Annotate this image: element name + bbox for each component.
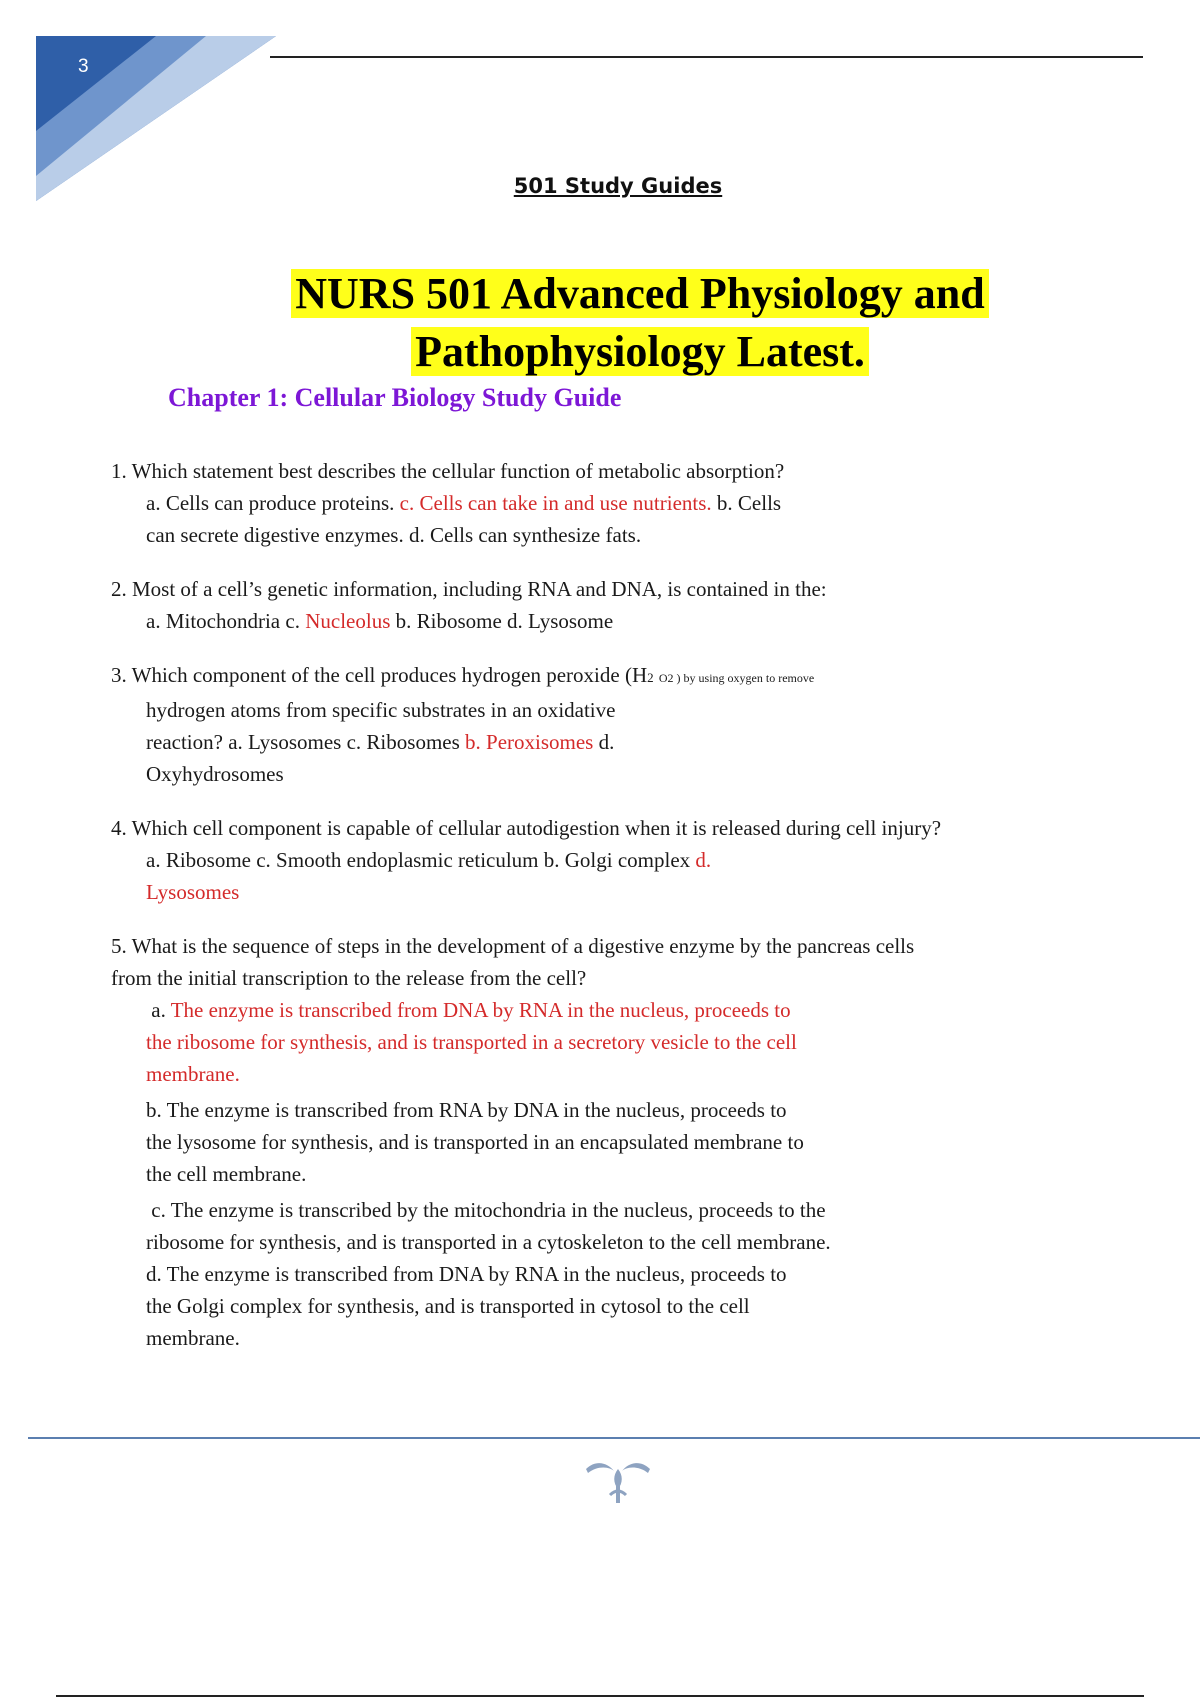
q5-option-d-line1: d. The enzyme is transcribed from DNA by RNA in the nucleus, proceeds to: [146, 1262, 787, 1286]
q3-answer-b: b. Peroxisomes: [465, 730, 594, 754]
q2-option-d: d. Lysosome: [507, 609, 614, 633]
q4-options-a-c-b: a. Ribosome c. Smooth endoplasmic reticulum b. Golgi complex: [146, 848, 691, 872]
question-1-options: [111, 487, 1071, 551]
q5-option-b-line2: the lysosome for synthesis, and is transported in an encapsulated membrane to: [146, 1130, 804, 1154]
question-5: [111, 930, 1071, 1354]
q5-option-d-line2: the Golgi complex for synthesis, and is transported in cytosol to the cell: [146, 1294, 750, 1318]
q2-option-c-prefix: c.: [285, 609, 300, 633]
question-3-options: [111, 694, 1071, 790]
question-4-stem: 4. Which cell component is capable of cellular autodigestion when it is released during cell injury?: [111, 816, 942, 840]
question-5-stem-line1: 5. What is the sequence of steps in the development of a digestive enzyme by the pancreas cells: [111, 934, 915, 958]
main-title: [190, 265, 1090, 381]
page-bottom-rule: [56, 1695, 1144, 1697]
q3-subscript: 2: [647, 670, 654, 685]
question-1: [111, 455, 1071, 551]
header-rule: [270, 56, 1143, 58]
q5-answer-a-line2: the ribosome for synthesis, and is transported in a secretory vesicle to the cell: [146, 1030, 797, 1054]
page-number: 3: [78, 56, 89, 77]
q5-option-d-line3: membrane.: [146, 1326, 240, 1350]
q4-answer-d-prefix: d.: [695, 848, 712, 872]
q5-answer-a-line3: membrane.: [146, 1062, 240, 1086]
question-3: [111, 659, 1071, 790]
q3-stem-line2: hydrogen atoms from specific substrates in an oxidative: [146, 698, 616, 722]
question-1-stem: 1. Which statement best describes the cellular function of metabolic absorption?: [111, 459, 785, 483]
question-4-options: [111, 844, 1071, 908]
main-title-line2: Pathophysiology Latest.: [411, 327, 869, 376]
q5-option-c-line1: c. The enzyme is transcribed by the mitochondria in the nucleus, proceeds to the: [151, 1198, 826, 1222]
q5-option-c: [111, 1194, 1071, 1354]
q2-option-b: b. Ribosome: [395, 609, 502, 633]
q1-option-b-end: can secrete digestive enzymes.: [146, 523, 404, 547]
main-title-line1: NURS 501 Advanced Physiology and: [291, 269, 988, 318]
q3-options-a-c: reaction? a. Lysosomes c. Ribosomes: [146, 730, 460, 754]
header-title: 501 Study Guides: [513, 174, 723, 198]
q5-option-a-prefix: a.: [151, 998, 166, 1022]
q2-answer-c: Nucleolus: [305, 609, 391, 633]
q5-option-b-line1: b. The enzyme is transcribed from RNA by DNA in the nucleus, proceeds to: [146, 1098, 787, 1122]
q5-option-b: [111, 1094, 1071, 1190]
q4-answer-d: Lysosomes: [146, 880, 240, 904]
q1-option-b-start: b. Cells: [716, 491, 782, 515]
q5-answer-a: [111, 994, 1071, 1090]
q3-stem-text: 3. Which component of the cell produces hydrogen peroxide (H: [111, 663, 648, 687]
chapter-title: Chapter 1: Cellular Biology Study Guide: [168, 383, 622, 412]
footer-flourish-icon: [580, 1455, 656, 1505]
question-2: [111, 573, 1071, 637]
q3-stem-small: O2 ) by using oxygen to remove: [658, 671, 815, 685]
q1-answer-c: c. Cells can take in and use nutrients.: [399, 491, 712, 515]
q2-option-a: a. Mitochondria: [146, 609, 281, 633]
footer-rule: [28, 1437, 1200, 1439]
question-3-stem: [111, 659, 1071, 694]
q5-option-c-line2: ribosome for synthesis, and is transported in a cytoskeleton to the cell membrane.: [146, 1230, 831, 1254]
question-list: [111, 455, 1071, 1376]
question-5-stem-line2: from the initial transcription to the release from the cell?: [111, 966, 587, 990]
q5-answer-a-line1: The enzyme is transcribed from DNA by RNA in the nucleus, proceeds to: [170, 998, 791, 1022]
question-2-options: [111, 605, 1071, 637]
q3-option-d: d.: [598, 730, 615, 754]
question-2-stem: 2. Most of a cell’s genetic information, including RNA and DNA, is contained in the:: [111, 577, 827, 601]
q1-option-a: a. Cells can produce proteins.: [146, 491, 395, 515]
question-4: [111, 812, 1071, 908]
q3-option-d-text: Oxyhydrosomes: [146, 762, 284, 786]
q5-option-b-line3: the cell membrane.: [146, 1162, 307, 1186]
q1-option-d: d. Cells can synthesize fats.: [408, 523, 642, 547]
